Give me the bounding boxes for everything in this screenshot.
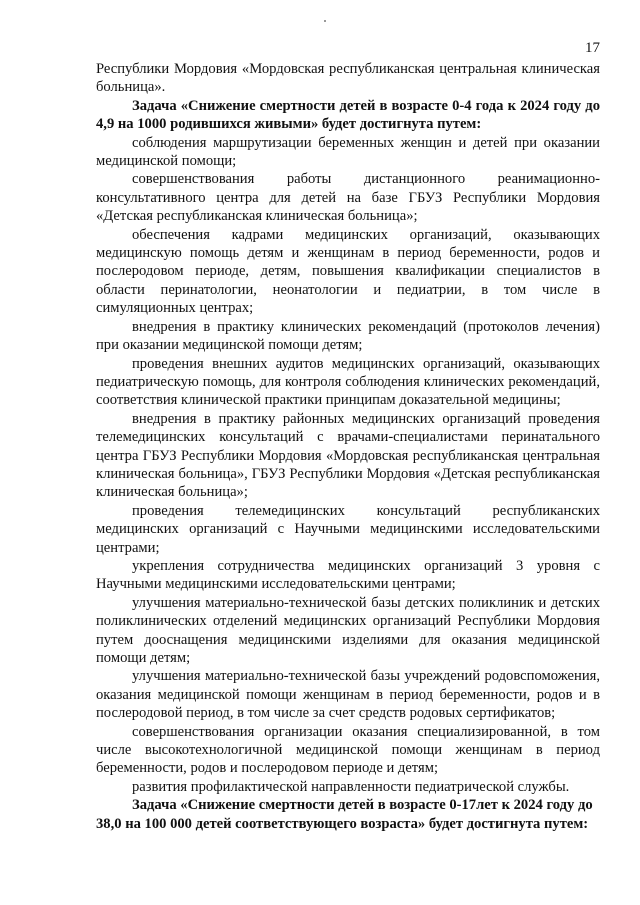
task-heading-children-0-4: Задача «Снижение смертности детей в возрасте 0-4 года к 2024 году до 4,9 на 1000 родившихся живыми» будет достигнута путем: xyxy=(96,97,600,133)
measure-cooperation: укрепления сотрудничества медицинских организаций 3 уровня с Научными медицинскими исследовательскими центрами; xyxy=(96,557,600,593)
measure-external-audits: проведения внешних аудитов медицинских организаций, оказывающих педиатрическую помощь, для контроля соблюдения клинических рекомендаций, соответствия клинической практики принципам доказательной медицины; xyxy=(96,355,600,409)
page-number: 17 xyxy=(585,40,600,56)
measure-telemedicine-republican: проведения телемедицинских консультаций республиканских медицинских организаций с Научными медицинскими исследовательскими центрами; xyxy=(96,502,600,556)
measure-remote-center: совершенствования работы дистанционного реанимационно-консультативного центра для детей на базе ГБУЗ Республики Мордовия «Детская республиканская клиническая больница»; xyxy=(96,171,600,225)
measure-polyclinic-base: улучшения материально-технической базы детских поликлиник и детских поликлинических отделений медицинских организаций Республики Мордовия путем дооснащения медицинскими изделиями для оказания медицинской помощи детям; xyxy=(96,594,600,666)
measure-staffing: обеспечения кадрами медицинских организаций, оказывающих медицинскую помощь детям и женщинам в период беременности, родов и послеродовом периоде, детям, повышения квалификации специалистов в области перинатологии, неонатологии и педиатрии, в том числе в симуляционных центрах; xyxy=(96,226,600,317)
measure-routing: соблюдения маршрутизации беременных женщин и детей при оказании медицинской помощи; xyxy=(96,134,600,170)
measure-maternity-base: улучшения материально-технической базы учреждений родовспоможения, оказания медицинской помощи женщинам в период беременности, родов и в послеродовой период, в том числе за счет средств родовых сертификатов; xyxy=(96,668,600,722)
measure-prevention: развития профилактической направленности педиатрической службы. xyxy=(132,778,570,795)
measure-specialized-care: совершенствования организации оказания специализированной, в том числе высокотехнологичной медицинской помощи женщинам в период беременности, родов и послеродовом периоде и детям; xyxy=(96,723,600,777)
document-body xyxy=(96,60,600,833)
measure-clinical-guidelines: внедрения в практику клинических рекомендаций (протоколов лечения) при оказании медицинской помощи детям; xyxy=(96,318,600,354)
paragraph-continuation: Республики Мордовия «Мордовская республиканская центральная клиническая больница». xyxy=(96,61,600,96)
task-heading-children-0-17: Задача «Снижение смертности детей в возрасте 0-17лет к 2024 году до 38,0 на 100 000 детей соответствующего возраста» будет достигнута путем: xyxy=(96,797,593,832)
scan-speck xyxy=(324,20,326,22)
measure-telemedicine-district: внедрения в практику районных медицинских организаций проведения телемедицинских консультаций с врачами-специалистами перинатального центра ГБУЗ Республики Мордовия «Мордовская республиканская центральная клиническая больница», ГБУЗ Республики Мордовия «Детская республиканская клиническая больница»; xyxy=(96,410,600,501)
